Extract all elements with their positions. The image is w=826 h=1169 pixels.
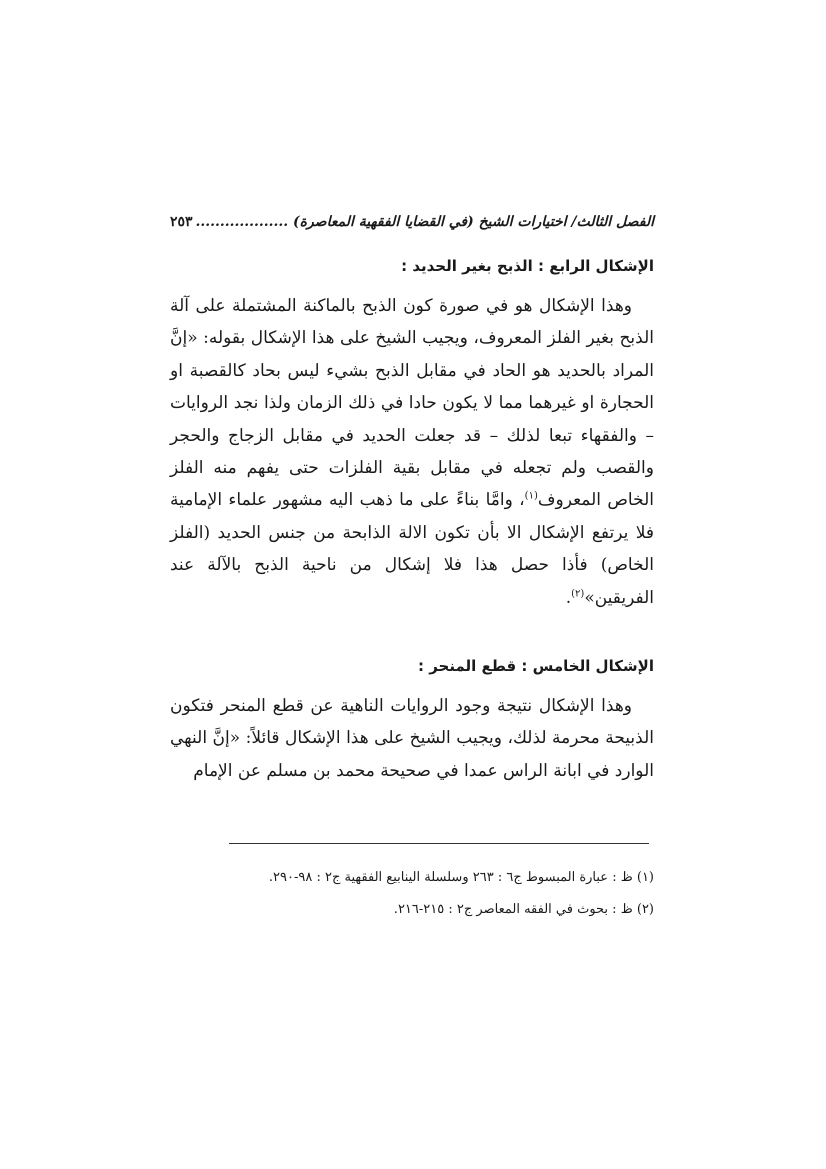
running-header [170, 208, 654, 236]
footnote-2: (٢) ظ : بحوث في الفقه المعاصر ج٢ : ٢١٥-٢١٦. [393, 902, 654, 917]
footnote-1: (١) ظ : عبارة المبسوط ج٦ : ٢٦٣ وسلسلة الينابيع الفقهية ج٢ : ٩٨-٢٩٠. [268, 870, 654, 885]
page-number: ٢٥٣ [170, 214, 193, 230]
paragraph-text: ، وامَّا بناءً على ما ذهب اليه مشهور علماء الإمامية فلا يرتفع الإشكال الا بأن تكون الالة الذابحة من جنس الحديد (الفلز الخاص) فأذا حصل هذا فلا إشكال من ناحية الذبح بالآلة عند الفريقين» [170, 490, 654, 608]
footnote-ref-1[interactable]: (١) [524, 490, 538, 502]
footnote-divider [229, 843, 649, 844]
section-heading-fifth: الإشكال الخامس : قطع المنحر : [417, 657, 654, 676]
section-heading-fourth: الإشكال الرابع : الذبح بغير الحديد : [401, 257, 654, 275]
paragraph-fifth-issue: وهذا الإشكال نتيجة وجود الروايات الناهية عن قطع المنحر فتكون الذبيحة محرمة لذلك، ويجيب الشيخ على هذا الإشكال قائلاً: «إنَّ النهي الوارد في ابانة الراس عمدا في صحيحة محمد بن مسلم عن الإمام [170, 696, 654, 781]
paragraph-end: . [565, 587, 572, 608]
footnotes [170, 862, 654, 926]
header-title: الفصل الثالث/ اختيارات الشيخ (في القضايا الفقهية المعاصرة) ................... [195, 214, 654, 230]
paragraph-text: وهذا الإشكال هو في صورة كون الذبح بالماكنة المشتملة على آلة الذبح بغير الفلز المعروف، ويجيب الشيخ على هذا الإشكال بقوله: «إنَّ المراد بالحديد هو الحاد في مقابل الذبح بشيء ليس بحاد كالقصبة او الحجارة او غيرهما مما لا يكون حادا في ذلك الزمان ولذا نجد الروايات – والفقهاء تبعا لذلك – قد جعلت الحديد في مقابل الزجاج والحجر والقصب ولم تجعله في مقابل بقية الفلزات حتى يفهم منه الفلز الخاص المعروف [170, 296, 654, 511]
page-body [170, 208, 654, 787]
paragraph-fourth-issue [170, 290, 654, 614]
footnote-ref-2[interactable]: (٢) [571, 588, 585, 599]
